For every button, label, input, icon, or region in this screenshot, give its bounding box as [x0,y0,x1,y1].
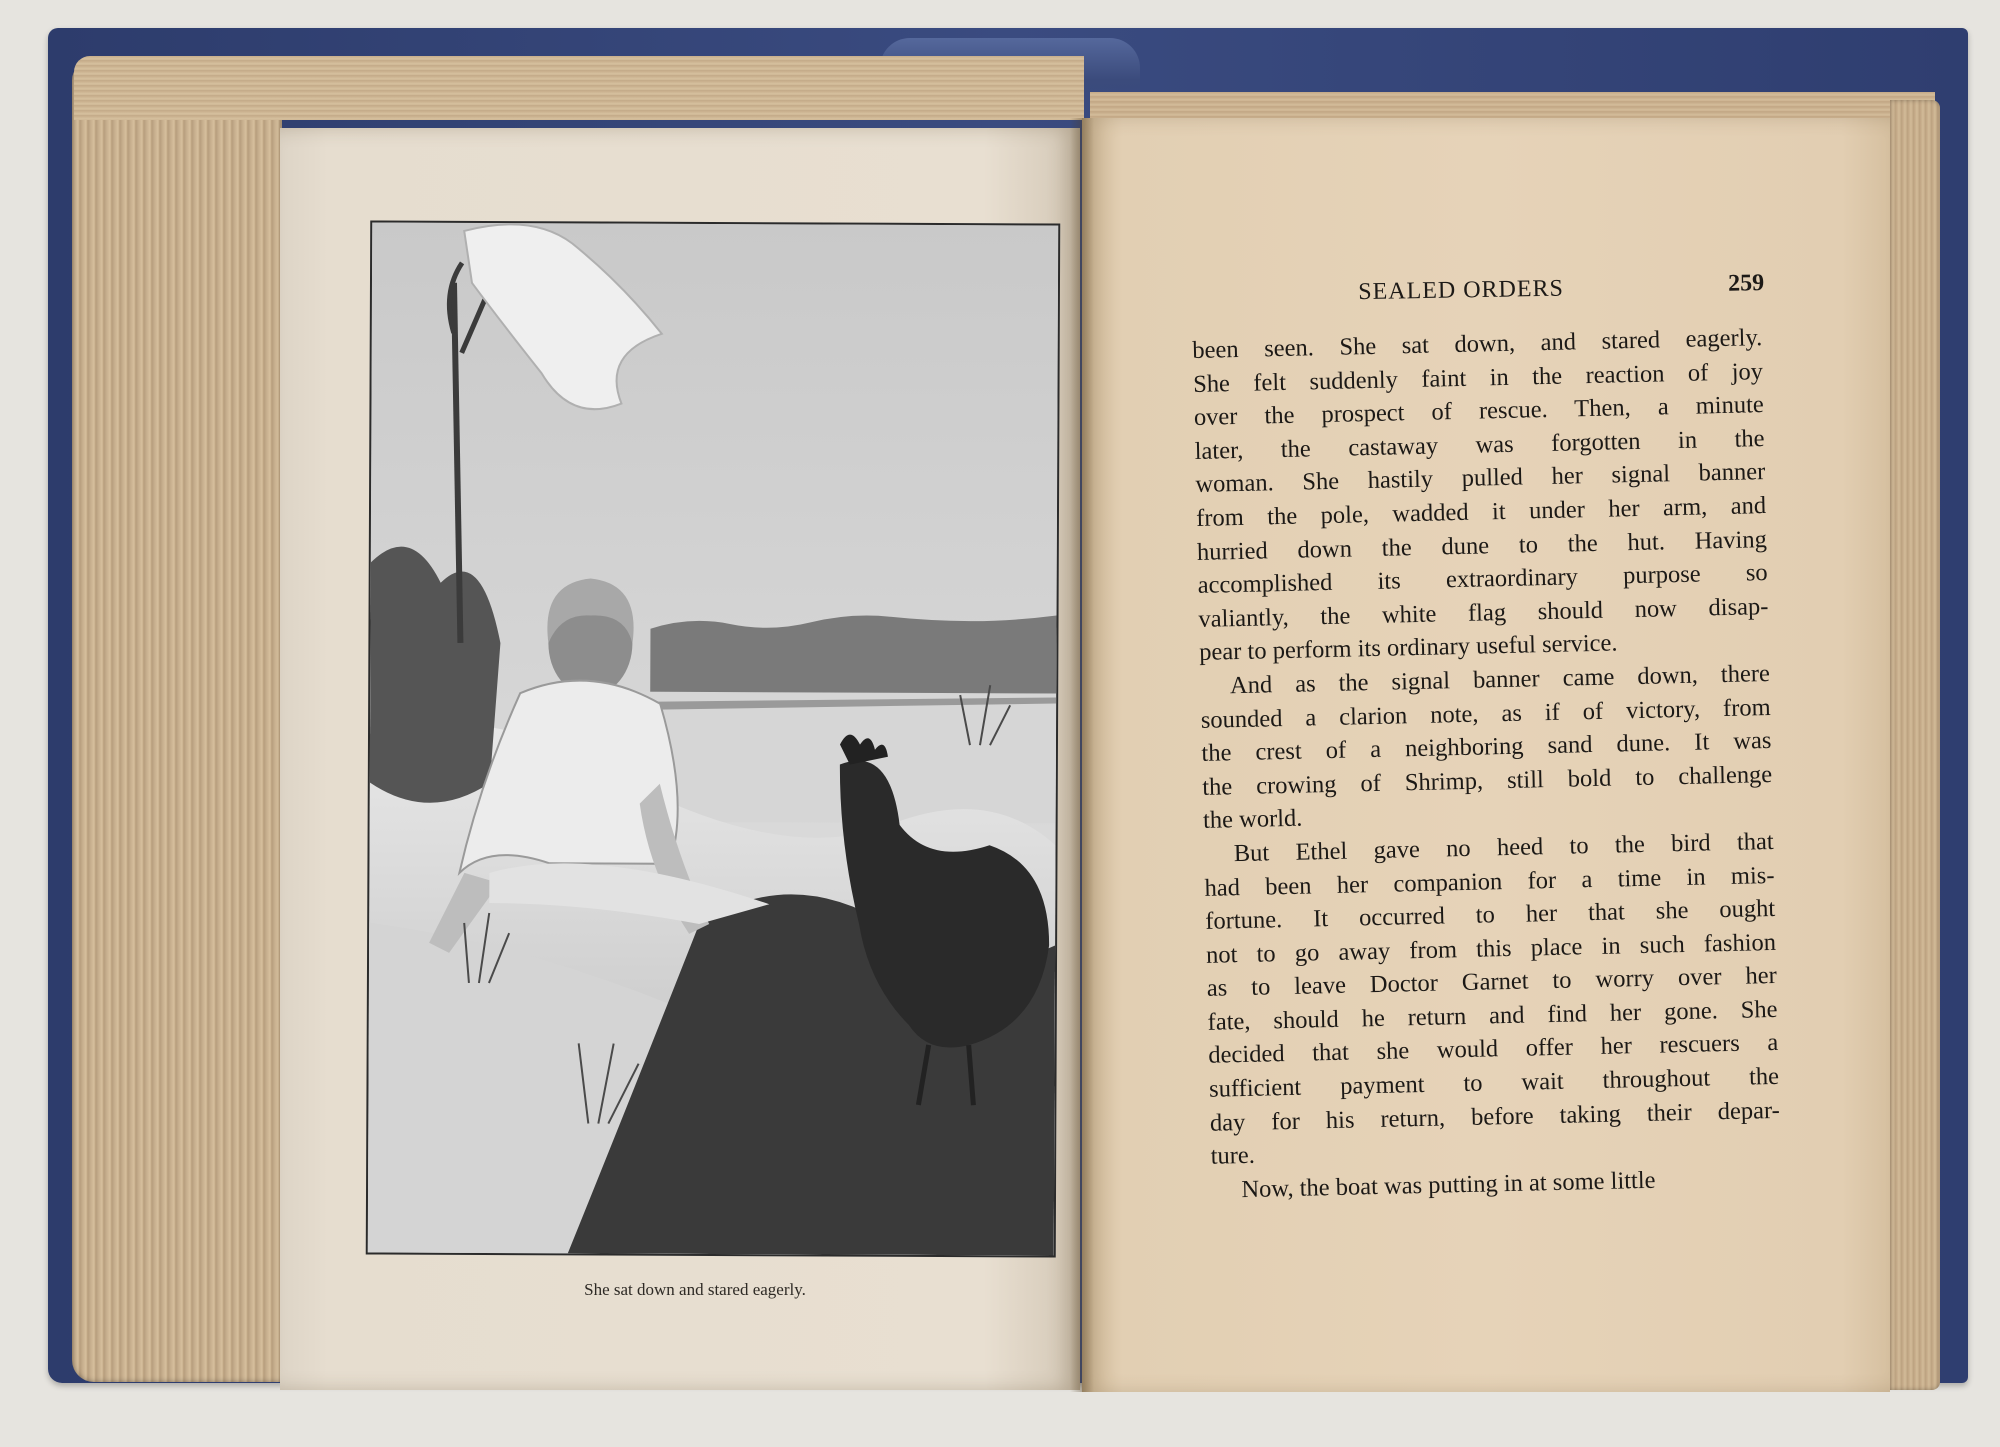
text-line: as to leave Doctor Garnet to worry over her [1206,962,1778,1003]
text-line: hurried down the dune to the hut. Having [1196,525,1768,566]
book-gutter [1070,118,1094,1392]
text-line: Now, the boat was putting in at some little [1241,1166,1656,1203]
text-line: fortune. It occurred to her that she ought [1205,895,1776,935]
page-block-right-edge [1890,100,1940,1390]
text-line: the world. [1202,804,1303,835]
grass-left [370,547,501,804]
text-line: the crowing of Shrimp, still bold to challenge [1201,760,1773,801]
illustration-caption: She sat down and stared eagerly. [584,1280,806,1299]
text-line: the crest of a neighboring sand dune. It was [1201,727,1772,768]
running-head: SEALED ORDERS [1358,275,1565,306]
illustration-plate [366,220,1061,1257]
text-line: valiantly, the white flag should now disap- [1198,592,1769,633]
text-line: woman. She hastily pulled her signal banner [1195,458,1766,499]
text-line: And as the signal banner came down, there [1229,659,1771,700]
text-line: had been her companion for a time in mis- [1204,861,1775,902]
text-line: day for his return, before taking their depar- [1209,1096,1781,1137]
illustration-image [368,223,1058,1256]
text-line: decided that she would offer her rescuers a [1208,1029,1779,1070]
text-line: not to go away from this place in such fashion [1205,928,1777,969]
page-number: 259 [1727,270,1765,297]
page-block-left-edge [72,62,282,1382]
text-line: pear to perform its ordinary useful service. [1198,629,1618,667]
text-line: sufficient payment to wait throughout the [1208,1062,1780,1103]
page-block-left-top [74,56,1084,120]
text-line: later, the castaway was forgotten in the [1194,424,1765,465]
text-line: ture. [1210,1142,1256,1171]
text-line: But Ethel gave no heed to the bird that [1233,827,1774,868]
text-line: been seen. She sat down, and stared eagerly. [1192,324,1763,364]
text-line: over the prospect of rescue. Then, a minute [1193,391,1765,432]
text-line: She felt suddenly faint in the reaction of joy [1192,357,1764,398]
text-line: fate, should he return and find her gone. She [1207,995,1778,1036]
text-line: from the pole, wadded it under her arm, and [1195,491,1767,532]
body-text [1192,321,1782,1207]
text-line: sounded a clarion note, as if of victory, from [1200,693,1771,734]
text-line: accomplished its extraordinary purpose so [1197,559,1768,600]
distant-treeline [650,614,1056,696]
